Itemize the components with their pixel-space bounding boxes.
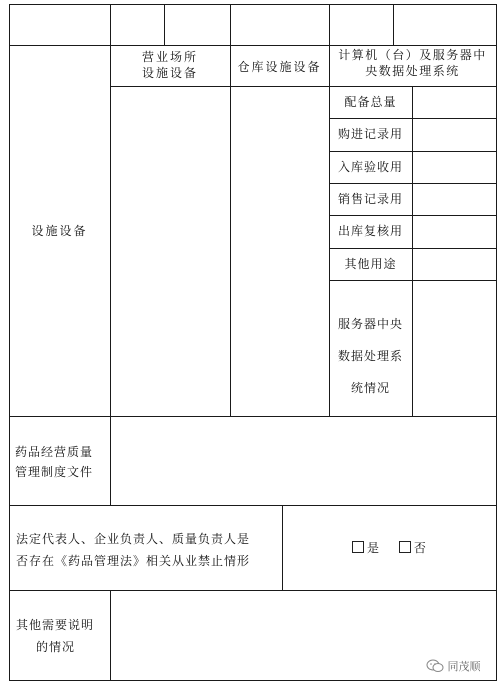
purchase-label: 购进记录用 (337, 127, 403, 141)
grid-line (329, 248, 497, 249)
grid-line (9, 45, 497, 46)
grid-line (110, 590, 111, 681)
business-site-line2: 设施设备 (141, 66, 198, 80)
grid-line (164, 4, 165, 46)
grid-line (496, 4, 497, 681)
server-label (329, 308, 412, 404)
option-no-label: 否 (413, 541, 427, 555)
checkbox-no[interactable] (399, 541, 411, 553)
option-yes-label: 是 (367, 541, 381, 555)
grid-line (329, 183, 497, 184)
wechat-icon (426, 659, 444, 673)
option-yes[interactable] (352, 541, 385, 555)
legal-options (352, 540, 427, 556)
server-label-line3: 统情况 (350, 381, 390, 395)
other-remarks-label (16, 614, 110, 658)
business-site-line1: 营业场所 (141, 50, 198, 64)
outbound-label: 出库复核用 (337, 224, 403, 238)
other-remarks-line1: 其他需要说明 (16, 618, 95, 632)
computer-header-line1: 计算机（台）及服务器中 (338, 48, 487, 62)
option-no[interactable] (399, 541, 427, 555)
grid-line (329, 280, 497, 281)
grid-line (9, 416, 497, 417)
server-label-line1: 服务器中央 (337, 317, 403, 331)
watermark (426, 658, 481, 674)
grid-line (329, 151, 497, 152)
business-site-header (110, 49, 230, 81)
other-remarks-line2: 的情况 (36, 640, 76, 654)
quality-docs-label (15, 442, 109, 482)
grid-line (9, 680, 497, 681)
quality-docs-line1: 药品经营质量 (15, 445, 94, 459)
total-label: 配备总量 (344, 95, 397, 109)
computer-header (329, 47, 496, 79)
legal-question-line2: 否存在《药品管理法》相关从业禁止情形 (16, 554, 251, 568)
grid-line (393, 4, 394, 46)
server-label-line2: 数据处理系 (337, 349, 403, 363)
watermark-text: 同茂顺 (447, 660, 481, 673)
legal-question (16, 528, 280, 572)
grid-line (9, 4, 10, 681)
grid-line (110, 86, 497, 87)
legal-question-line1: 法定代表人、企业负责人、质量负责人是 (16, 532, 251, 546)
grid-line (329, 118, 497, 119)
warehouse-header: 仓库设施设备 (237, 60, 322, 74)
checkbox-yes[interactable] (352, 541, 364, 553)
facilities-label: 设施设备 (31, 224, 88, 238)
other-use-label: 其他用途 (344, 257, 397, 271)
quality-docs-line2: 管理制度文件 (15, 465, 94, 479)
grid-line (412, 86, 413, 417)
grid-line (282, 505, 283, 591)
grid-line (9, 4, 497, 5)
sales-label: 销售记录用 (337, 192, 403, 206)
grid-line (9, 590, 497, 591)
grid-line (9, 505, 497, 506)
grid-line (329, 215, 497, 216)
computer-header-line2: 央数据处理系统 (365, 64, 460, 78)
receiving-label: 入库验收用 (337, 160, 403, 174)
